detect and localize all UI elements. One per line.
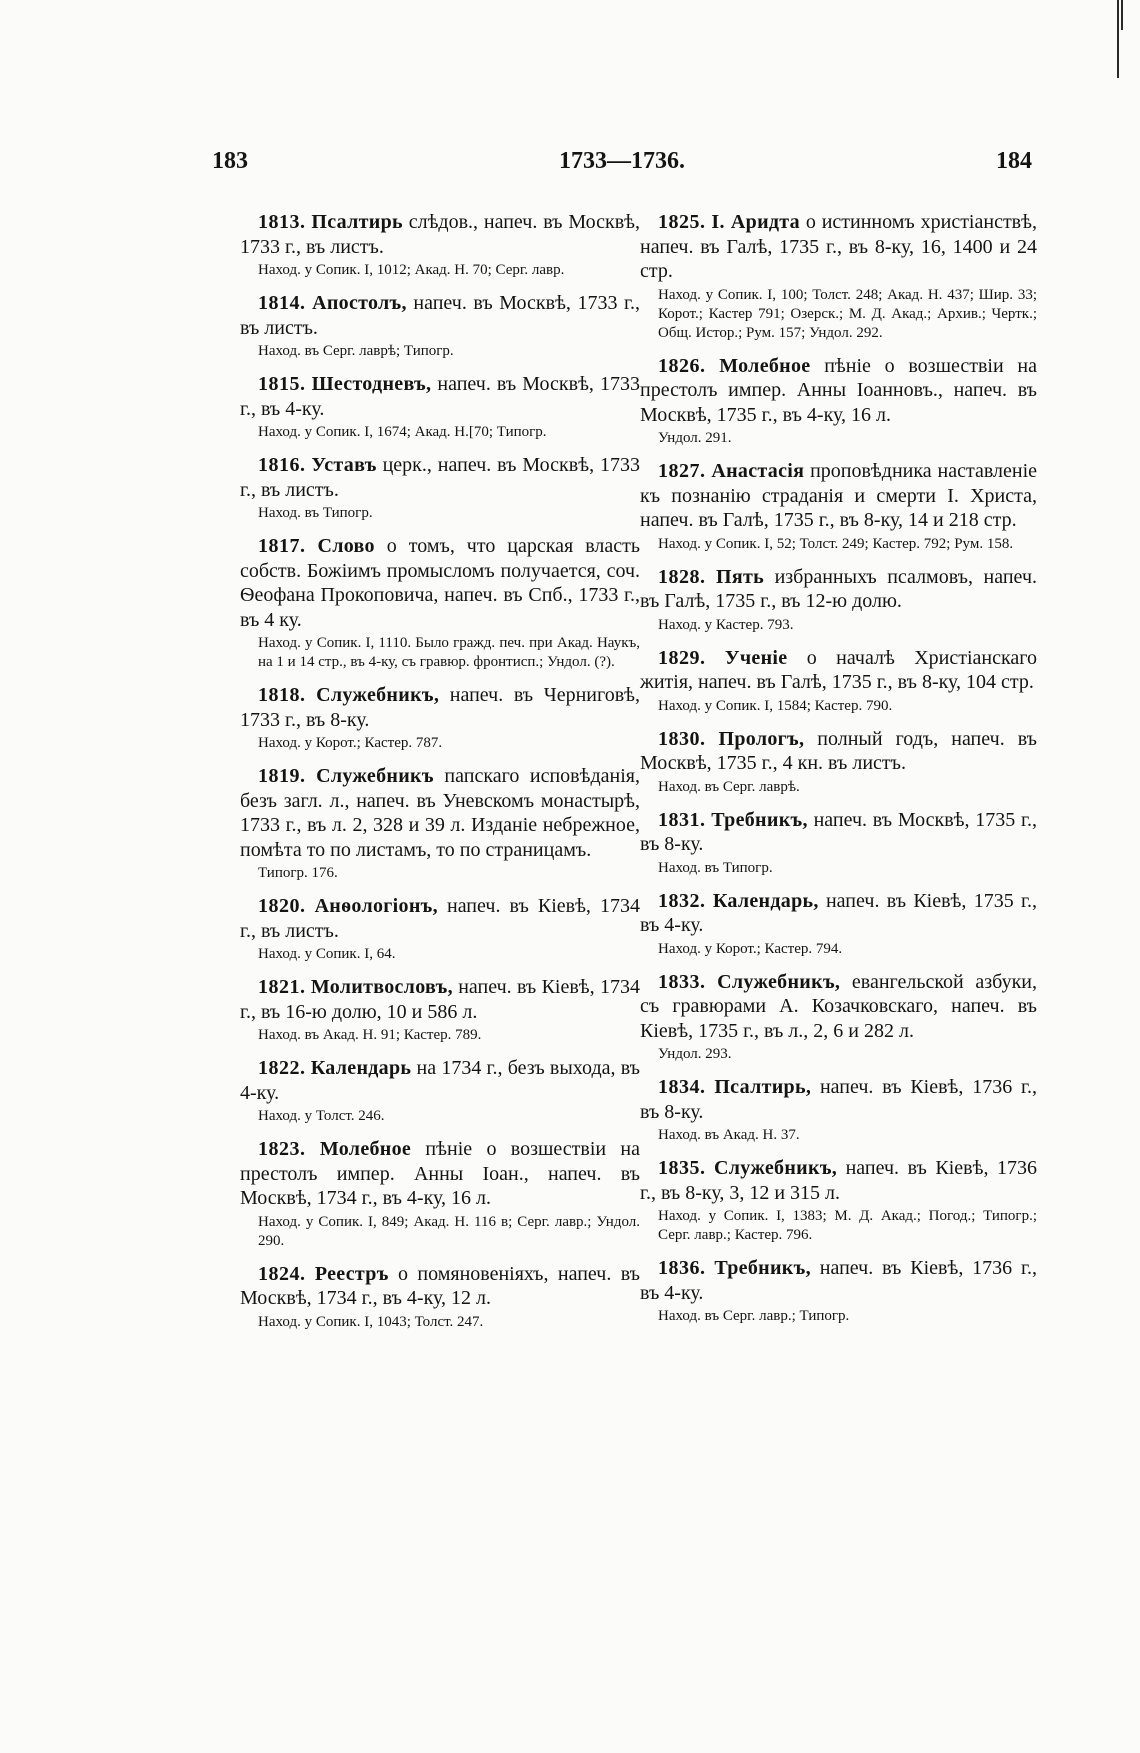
entry-description: напеч. въ Москвѣ, 1735 г., въ 8-ку. bbox=[640, 808, 1038, 855]
entry-description: о истинномъ христіанствѣ, напеч. въ Галѣ, 1735 г., въ 8-ку, 16, 1400 и 24 стр. bbox=[640, 211, 1037, 282]
entry-title: Слово bbox=[317, 535, 375, 557]
entry-title: I. Аридта bbox=[711, 211, 800, 233]
entry-location-note: Наход. въ Серг. лаврѣ. bbox=[658, 778, 800, 795]
entry-location-note: Наход. у Толст. 246. bbox=[258, 1108, 385, 1124]
entry-text bbox=[240, 1137, 640, 1211]
entry-text bbox=[240, 534, 640, 632]
entry-number: 1831. bbox=[658, 808, 706, 831]
catalog-entry bbox=[640, 459, 1037, 554]
entry-number: 1821. bbox=[258, 976, 306, 998]
entry-description: полный годъ, напеч. въ Москвѣ, 1735 г., 4 кн. въ листъ. bbox=[640, 727, 1038, 774]
entry-number: 1828. bbox=[658, 565, 706, 588]
entry-text bbox=[240, 1262, 640, 1311]
running-head-years: 1733—1736. bbox=[559, 148, 685, 174]
entry-title: Служебникъ, bbox=[714, 1157, 838, 1179]
entry-number: 1813. bbox=[258, 211, 306, 233]
entry-number: 1819. bbox=[258, 765, 306, 787]
entry-text bbox=[640, 889, 1037, 938]
entry-number: 1833. bbox=[658, 970, 706, 993]
entry-number: 1817. bbox=[258, 535, 306, 557]
catalog-entry bbox=[640, 1256, 1037, 1326]
entry-description: напеч. въ Кіевѣ, 1736 г., въ 8-ку. bbox=[640, 1076, 1037, 1123]
entry-text bbox=[640, 646, 1037, 695]
scan-edge-line bbox=[1121, 0, 1123, 30]
right-page-number: 184 bbox=[996, 148, 1032, 174]
entry-location-note: Наход. у Сопик. I, 1674; Акад. Н.[70; Типогр. bbox=[258, 424, 547, 440]
catalog-entry bbox=[640, 565, 1037, 635]
entry-location-note: Наход. у Сопик. I, 1584; Кастер. 790. bbox=[658, 697, 893, 714]
entry-description: напеч. въ Кіевѣ, 1736 г., въ 8-ку, 3, 12 и 315 л. bbox=[640, 1157, 1037, 1204]
entry-title: Анастасія bbox=[711, 460, 805, 482]
entry-text bbox=[240, 683, 640, 732]
entry-title: Пять bbox=[716, 565, 765, 588]
entry-location-note: Ундол. 291. bbox=[658, 430, 732, 446]
left-column bbox=[240, 210, 640, 1343]
entry-title: Уставъ bbox=[311, 454, 377, 476]
entry-title: Молитвословъ, bbox=[310, 976, 453, 998]
entry-description: пѣніе о возшествіи на престолъ импер. Анны Іоан., напеч. въ Москвѣ, 1734 г., въ 4-ку, 16 л. bbox=[240, 1138, 641, 1209]
entry-description: напеч. въ Кіевѣ, 1734 г., въ листъ. bbox=[240, 895, 640, 942]
entry-title: Прологъ, bbox=[718, 727, 805, 750]
entry-number: 1829. bbox=[658, 646, 706, 669]
entry-number: 1818. bbox=[258, 684, 306, 706]
entry-number: 1814. bbox=[258, 292, 306, 314]
entry-location-note: Наход. у Кастер. 793. bbox=[658, 616, 794, 633]
entry-location-note: Наход. въ Типогр. bbox=[258, 505, 373, 521]
entry-title: Ученіе bbox=[724, 646, 788, 669]
entry-number: 1816. bbox=[258, 454, 306, 476]
entry-number: 1834. bbox=[658, 1076, 706, 1098]
catalog-entry bbox=[640, 354, 1037, 449]
entry-description: о помяновеніяхъ, напеч. въ Москвѣ, 1734 г., въ 4-ку, 12 л. bbox=[240, 1262, 640, 1309]
entry-title: Служебникъ, bbox=[316, 684, 440, 706]
scan-edge-line bbox=[1117, 0, 1119, 78]
entry-text bbox=[240, 210, 640, 259]
entry-description: о началѣ Христіанскаго житія, напеч. въ Галѣ, 1735 г., въ 8-ку, 104 стр. bbox=[640, 646, 1037, 693]
catalog-entry bbox=[640, 1075, 1037, 1145]
entry-number: 1832. bbox=[658, 889, 706, 912]
catalog-entry bbox=[240, 1262, 640, 1332]
entry-text bbox=[640, 1156, 1037, 1205]
entry-title: Псалтирь bbox=[311, 211, 403, 233]
entry-title: Служебникъ, bbox=[717, 970, 841, 993]
catalog-entry bbox=[240, 291, 640, 361]
entry-text bbox=[240, 1056, 640, 1105]
catalog-entry bbox=[240, 764, 640, 883]
entry-description: избранныхъ псалмовъ, напеч. въ Галѣ, 1735 г., въ 12-ю долю. bbox=[640, 565, 1037, 612]
entry-text bbox=[240, 453, 640, 502]
entry-title: Молебное bbox=[319, 1138, 412, 1160]
entry-location-note: Наход. у Корот.; Кастер. 794. bbox=[658, 940, 843, 957]
entry-location-note: Наход. у Сопик. I, 1043; Толст. 247. bbox=[258, 1313, 484, 1330]
entry-title: Календарь, bbox=[712, 889, 819, 912]
catalog-entry bbox=[240, 372, 640, 442]
right-column bbox=[640, 210, 1037, 1337]
entry-number: 1815. bbox=[258, 373, 306, 395]
entry-text bbox=[640, 970, 1037, 1044]
entry-location-note: Наход. въ Акад. Н. 37. bbox=[658, 1127, 800, 1143]
entry-text bbox=[240, 372, 640, 421]
entry-location-note: Наход. у Сопик. I, 849; Акад. Н. 116 в; Серг. лавр.; Ундол. 290. bbox=[258, 1213, 640, 1249]
entry-text bbox=[240, 894, 640, 943]
catalog-entry bbox=[240, 894, 640, 964]
entry-location-note: Наход. у Корот.; Кастер. 787. bbox=[258, 735, 443, 751]
catalog-entry bbox=[640, 808, 1037, 878]
entry-number: 1823. bbox=[258, 1138, 306, 1160]
catalog-entry bbox=[240, 975, 640, 1045]
left-page-number: 183 bbox=[212, 148, 248, 174]
catalog-entry bbox=[640, 1156, 1037, 1245]
entry-text bbox=[640, 1256, 1037, 1305]
entry-location-note: Наход. въ Типогр. bbox=[658, 859, 773, 876]
entry-title: Реестръ bbox=[314, 1262, 389, 1285]
page-header bbox=[212, 148, 1032, 180]
entry-description: проповѣдника наставленіе къ познанію страданія и смерти I. Христа, напеч. въ Галѣ, 1735 г., въ 8-ку, 14 и 218 стр. bbox=[640, 460, 1038, 531]
catalog-entry bbox=[640, 889, 1037, 959]
entry-number: 1820. bbox=[258, 895, 306, 917]
entry-number: 1826. bbox=[658, 354, 706, 377]
entry-description: церк., напеч. въ Москвѣ, 1733 г., въ листъ. bbox=[240, 454, 640, 501]
entry-title: Требникъ, bbox=[714, 1257, 811, 1279]
entry-location-note: Наход. у Сопик. I, 1383; М. Д. Акад.; Погод.; Типогр.; Серг. лавр.; Кастер. 796. bbox=[658, 1208, 1037, 1243]
catalog-entry bbox=[240, 453, 640, 523]
entry-title: Служебникъ bbox=[316, 765, 434, 787]
entry-title: Анѳологіонъ, bbox=[314, 895, 438, 917]
entry-number: 1830. bbox=[658, 727, 706, 750]
entry-text bbox=[640, 565, 1037, 614]
entry-location-note: Наход. у Сопик. I, 1110. Было гражд. печ. при Акад. Наукъ, на 1 и 14 стр., въ 4-ку, съ гравюр. фронтисп.; Ундол. (?). bbox=[258, 635, 640, 670]
entry-description: напеч. въ Кіевѣ, 1734 г., въ 16-ю долю, 10 и 586 л. bbox=[240, 976, 640, 1023]
entry-text bbox=[640, 459, 1037, 533]
entry-title: Календарь bbox=[310, 1057, 412, 1079]
entry-text bbox=[640, 210, 1037, 284]
entry-description: на 1734 г., безъ выхода, въ 4-ку. bbox=[240, 1057, 641, 1104]
entry-number: 1835. bbox=[658, 1157, 706, 1179]
catalog-entry bbox=[240, 1056, 640, 1126]
entry-location-note: Наход. у Сопик. I, 64. bbox=[258, 946, 396, 962]
entry-text bbox=[640, 1075, 1037, 1124]
entry-description: напеч. въ Кіевѣ, 1736 г., въ 4-ку. bbox=[640, 1257, 1037, 1304]
entry-location-note: Типогр. 176. bbox=[258, 865, 338, 881]
entry-title: Молебное bbox=[719, 354, 811, 377]
entry-text bbox=[640, 354, 1037, 428]
entry-number: 1827. bbox=[658, 460, 706, 482]
catalog-entry bbox=[240, 683, 640, 753]
entry-text bbox=[240, 764, 640, 862]
catalog-entry bbox=[640, 646, 1037, 716]
entry-number: 1825. bbox=[658, 211, 706, 233]
entry-number: 1836. bbox=[658, 1257, 706, 1279]
entry-description: пѣніе о возшествіи на престолъ импер. Анны Іоанновъ., напеч. въ Москвѣ, 1735 г., въ 4-ку, 16 л. bbox=[640, 354, 1037, 426]
entry-location-note: Ундол. 293. bbox=[658, 1046, 732, 1062]
entry-title: Шестодневъ, bbox=[311, 373, 432, 395]
entry-text bbox=[640, 727, 1037, 776]
entry-text bbox=[240, 291, 640, 340]
entry-number: 1824. bbox=[258, 1262, 306, 1285]
entry-description: евангельской азбуки, съ гравюрами А. Козачковскаго, напеч. въ Кіевѣ, 1735 г., въ л., 2, 6 и 282 л. bbox=[640, 970, 1037, 1042]
entry-description: о томъ, что царская власть собств. Божіимъ промысломъ получается, соч. Ѳеофана Прокоповича, напеч. въ Спб., 1733 г., въ 4 ку. bbox=[240, 535, 640, 631]
entry-description: напеч. въ Кіевѣ, 1735 г., въ 4-ку. bbox=[640, 889, 1037, 936]
entry-description: слѣдов., напеч. въ Москвѣ, 1733 г., въ листъ. bbox=[240, 211, 640, 258]
catalog-entry bbox=[240, 1137, 640, 1251]
entry-title: Псалтирь, bbox=[714, 1076, 812, 1098]
entry-description: напеч. въ Москвѣ, 1733 г., въ 4-ку. bbox=[240, 373, 640, 420]
entry-location-note: Наход. въ Серг. лаврѣ; Типогр. bbox=[258, 343, 454, 359]
entry-description: папскаго исповѣданія, безъ загл. л., напеч. въ Уневскомъ монастырѣ, 1733 г., въ л. 2, 328 и 39 л. Изданіе небрежное, помѣта то по листамъ, то по страницамъ. bbox=[240, 765, 641, 861]
entry-location-note: Наход. въ Серг. лавр.; Типогр. bbox=[658, 1308, 850, 1324]
entry-location-note: Наход. у Сопик. I, 100; Толст. 248; Акад. Н. 437; Шир. 33; Корот.; Кастер 791; Озерск.; М. Д. Акад.; Архив.; Чертк.; Общ. Истор.; Рум. 157; Ундол. 292. bbox=[658, 286, 1037, 341]
entry-title: Требникъ, bbox=[711, 808, 808, 831]
catalog-entry bbox=[240, 210, 640, 280]
entry-title: Апостолъ, bbox=[312, 292, 407, 314]
entry-location-note: Наход. у Сопик. I, 1012; Акад. Н. 70; Серг. лавр. bbox=[258, 262, 565, 278]
catalog-entry bbox=[640, 210, 1037, 343]
catalog-entry bbox=[240, 534, 640, 672]
entry-description: напеч. въ Черниговѣ, 1733 г., въ 8-ку. bbox=[240, 684, 640, 731]
entry-text bbox=[640, 808, 1037, 857]
entry-description: напеч. въ Москвѣ, 1733 г., въ листъ. bbox=[240, 292, 641, 339]
catalog-entry bbox=[640, 727, 1037, 797]
catalog-entry bbox=[640, 970, 1037, 1065]
entry-location-note: Наход. у Сопик. I, 52; Толст. 249; Кастер. 792; Рум. 158. bbox=[658, 535, 1014, 552]
entry-number: 1822. bbox=[258, 1057, 306, 1079]
entry-text bbox=[240, 975, 640, 1024]
entry-location-note: Наход. въ Акад. Н. 91; Кастер. 789. bbox=[258, 1027, 482, 1043]
